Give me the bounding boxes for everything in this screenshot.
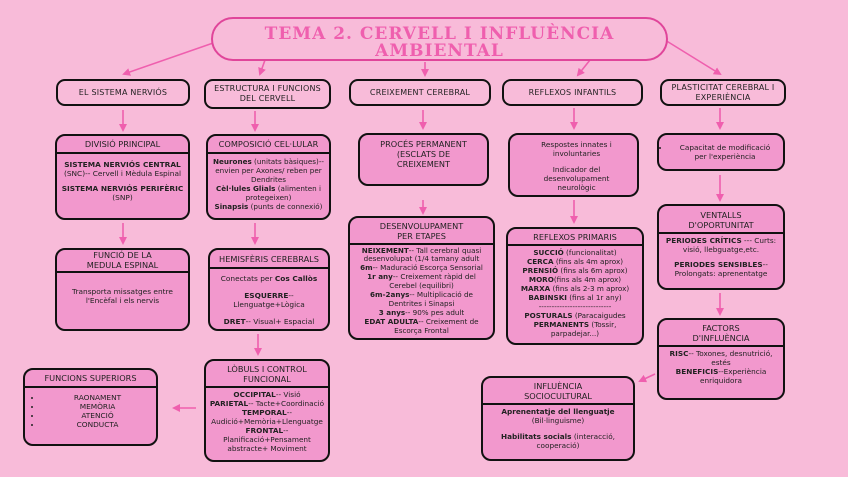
1r-any-text: -- Creixement ràpid del bbox=[392, 272, 476, 282]
box-title: DIVISIÓ PRINCIPAL bbox=[84, 139, 161, 149]
category-label: ESTRUCTURA I FUNCIONS bbox=[214, 84, 321, 93]
funcions-list bbox=[28, 393, 153, 430]
6m-text: -- Maduració Escorça Sensorial bbox=[372, 263, 483, 273]
moro-text: (fins als 4m aprox) bbox=[553, 274, 622, 284]
risc-label: RISC bbox=[669, 348, 689, 358]
arrow-title-to-estructura bbox=[260, 60, 265, 74]
box-title-line-2: D'OPORTUNITAT bbox=[688, 220, 754, 230]
neurones-label: Neurones bbox=[212, 156, 252, 166]
permanents-line-2: parpadejar...) bbox=[550, 328, 600, 338]
divider bbox=[483, 403, 633, 405]
neixement-text: -- Tall cerebral quasi bbox=[408, 245, 482, 255]
box-title: HEMISFÈRIS CEREBRALS bbox=[219, 254, 319, 264]
marxa-label: MARXA bbox=[520, 283, 551, 293]
divider bbox=[659, 345, 783, 347]
dret-label: DRET bbox=[223, 317, 246, 327]
category-label: CREIXEMENT CEREBRAL bbox=[369, 87, 471, 97]
box-proces-permanent bbox=[358, 133, 489, 186]
divider bbox=[659, 232, 783, 234]
main-title bbox=[211, 17, 668, 61]
posturals-text: (Paracaigudes bbox=[574, 310, 626, 320]
risc-line-2: estés bbox=[711, 357, 731, 367]
beneficis-text: --Experiència bbox=[718, 366, 767, 376]
aprenentatge-label: Aprenentatje del llenguatje bbox=[501, 406, 615, 416]
category-creixement-cerebral bbox=[349, 79, 491, 106]
arrow-factors-to-influencia bbox=[640, 374, 655, 381]
neurones-line-2: envien per Axones/ reben per bbox=[215, 165, 322, 175]
periodes-sensibles-text: -- bbox=[762, 259, 768, 269]
respostes-line-2: involuntaries bbox=[552, 149, 601, 158]
category-plasticitat-cerebral bbox=[660, 79, 786, 106]
box-title: INFLUÈNCIA bbox=[533, 381, 583, 391]
divider bbox=[25, 386, 156, 388]
snp-text: (SNP) bbox=[112, 193, 133, 203]
list-item bbox=[670, 143, 780, 161]
box-title: FUNCIONS SUPERIORS bbox=[44, 373, 137, 383]
esquerre-text: -- Llenguatge+Lògica bbox=[233, 290, 305, 309]
aprenentatge-text: (Bil·linguisme) bbox=[531, 415, 585, 425]
prensio-text: (fins als 6m aprox) bbox=[560, 265, 628, 275]
temporal-label: TEMPORAL bbox=[242, 407, 287, 417]
proces-line-3: CREIXEMENT bbox=[396, 159, 451, 169]
box-title: FACTORS bbox=[702, 323, 740, 333]
box-title: FUNCIÓ DE LA bbox=[93, 250, 152, 260]
beneficis-label: BENEFICIS bbox=[675, 366, 719, 376]
6m-label: 6m bbox=[360, 263, 373, 273]
divider bbox=[57, 271, 188, 273]
capacitat-line-2: per l'experiència bbox=[694, 152, 756, 161]
list-item: • RAONAMENT bbox=[42, 393, 153, 402]
box-desenvolupament-etapes bbox=[348, 216, 495, 340]
box-title: COMPOSICIÓ CEL·LULAR bbox=[218, 139, 319, 149]
posturals-label: POSTURALS bbox=[524, 310, 573, 320]
succio-text: (funcionalitat) bbox=[566, 247, 617, 257]
title-line-2: AMBIENTAL bbox=[375, 41, 504, 61]
category-label-line-2: EXPERIÈNCIA bbox=[695, 92, 751, 102]
category-label: EL SISTEMA NERVIÓS bbox=[78, 87, 168, 97]
frontal-line-2: Planificació+Pensament bbox=[223, 434, 311, 444]
box-funcions-superiors bbox=[23, 368, 158, 446]
box-title-line-2: MEDULA ESPINAL bbox=[86, 260, 159, 270]
funcio-text-1: Transporta missatges entre bbox=[72, 286, 173, 296]
babinski-label: BABINSKI bbox=[528, 292, 567, 302]
temporal-text: -- bbox=[286, 407, 292, 417]
periodes-sensibles-label: PERIODES SENSIBLES bbox=[674, 259, 763, 269]
list-item bbox=[519, 165, 634, 192]
periodes-critics-text: --- Curts: bbox=[744, 235, 777, 245]
occipital-text: -- Visió bbox=[275, 389, 301, 399]
parietal-text: -- Tacte+Coordinació bbox=[248, 398, 325, 408]
moro-label: MORO bbox=[528, 274, 554, 284]
snc-text: (SNC)-- Cervell i Mèdula Espinal bbox=[63, 168, 182, 178]
glials-label: Cèl·lules Glials bbox=[215, 183, 276, 193]
separator: ---------------------------- bbox=[538, 301, 612, 311]
category-label: REFLEXOS INFANTILS bbox=[528, 87, 617, 97]
box-title: DESENVOLUPAMENT bbox=[379, 221, 464, 231]
frontal-label: FRONTAL bbox=[245, 425, 284, 435]
glials-text: (alimenten i bbox=[277, 183, 322, 193]
arrow-title-to-reflexos bbox=[578, 60, 590, 75]
parietal-label: PARIETAL bbox=[209, 398, 249, 408]
arrow-title-to-sistema bbox=[124, 42, 216, 74]
3-anys-label: 3 anys bbox=[378, 307, 406, 317]
category-sistema-nervios bbox=[56, 79, 190, 106]
divider bbox=[350, 243, 493, 245]
list-item: • MEMÒRIA bbox=[42, 402, 153, 411]
list-item: • CONDUCTA bbox=[42, 420, 153, 429]
proces-line-2: (ESCLATS DE bbox=[396, 149, 451, 159]
edat-adulta-label: EDAT ADULTA bbox=[364, 316, 419, 326]
box-title-line-2: D'INFLUÈNCIA bbox=[692, 333, 750, 343]
box-title: LÒBULS I CONTROL bbox=[227, 364, 307, 374]
category-label-line-2: DEL CERVELL bbox=[239, 94, 296, 103]
permanents-text: (Tossir, bbox=[591, 319, 617, 329]
divider bbox=[508, 244, 642, 246]
box-funcio-medula bbox=[55, 248, 190, 331]
list-item: • ATENCIÓ bbox=[42, 411, 153, 420]
funcio-text-2: l'Encèfal i els nervis bbox=[85, 295, 160, 305]
6m-2anys-text: -- Multiplicació de bbox=[409, 290, 473, 300]
cerca-label: CERCA bbox=[526, 256, 554, 266]
divider bbox=[208, 152, 329, 154]
box-ventalls-oportunitat bbox=[657, 204, 785, 290]
box-title-line-2: SOCIOCULTURAL bbox=[524, 391, 592, 401]
sinapsis-text: (punts de connexió) bbox=[250, 201, 323, 211]
habilitats-text: (interacció, bbox=[573, 431, 615, 441]
box-title: VENTALLS bbox=[700, 210, 742, 220]
1r-any-line-2: Cerebel (equilibri) bbox=[389, 281, 454, 291]
box-title: REFLEXOS PRIMARIS bbox=[533, 232, 617, 242]
category-label: PLASTICITAT CEREBRAL I bbox=[671, 82, 775, 92]
periodes-sensibles-line-2: Prolongats: aprenentatge bbox=[674, 268, 768, 278]
snp-label: SISTEMA NERVIÓS PERIFÈRIC bbox=[61, 183, 184, 193]
edat-adulta-text: -- Creixement de bbox=[418, 316, 479, 326]
6m-2anys-label: 6m-2anys bbox=[370, 290, 410, 300]
permanents-label: PERMANENTS bbox=[533, 319, 590, 329]
glials-line-2: protegeixen) bbox=[245, 192, 292, 202]
box-factors-influencia bbox=[657, 318, 785, 400]
beneficis-line-2: enriquidora bbox=[700, 375, 742, 385]
divider bbox=[206, 386, 328, 388]
frontal-line-3: abstracte+ Moviment bbox=[227, 443, 307, 453]
cos-callos-label: Cos Callòs bbox=[274, 273, 318, 283]
habilitats-line-2: cooperació) bbox=[536, 440, 580, 450]
category-reflexos-infantils bbox=[502, 79, 643, 106]
1r-any-label: 1r any bbox=[367, 272, 393, 282]
box-composicio-cellular bbox=[206, 134, 331, 220]
indicador-line-2: desenvolupament bbox=[543, 174, 610, 183]
frontal-text: -- bbox=[283, 425, 289, 435]
box-title-line-2: PER ETAPES bbox=[397, 231, 446, 241]
arrow-title-to-plasticitat bbox=[665, 40, 720, 74]
3-anys-text: -- 90% pes adult bbox=[405, 307, 465, 317]
edat-adulta-line-2: Escorça Frontal bbox=[394, 325, 449, 335]
succio-label: SUCCIÓ bbox=[533, 247, 564, 257]
category-estructura-cervell bbox=[204, 79, 331, 109]
neurones-text: (unitats bàsiques)-- bbox=[254, 156, 325, 166]
6m-2anys-line-2: Dentrites i Sinapsi bbox=[388, 298, 455, 308]
risc-text: -- Toxones, desnutrició, bbox=[688, 348, 773, 358]
box-title-line-2: FUNCIONAL bbox=[243, 374, 291, 384]
habilitats-label: Habilitats socials bbox=[501, 431, 572, 441]
marxa-text: (fins als 2-3 m aprox) bbox=[552, 283, 630, 293]
box-divisio-principal bbox=[55, 134, 190, 220]
neixement-line-2: desenvolupat (1/4 tamany adult bbox=[363, 254, 480, 264]
indicador-line-3: neurològic bbox=[557, 183, 596, 192]
temporal-line-2: Audició+Memòria+Llenguatge bbox=[211, 416, 323, 426]
hemisferis-text: Conectats per bbox=[220, 273, 273, 283]
box-lobuls-control bbox=[204, 359, 330, 462]
babinski-text: (fins al 1r any) bbox=[569, 292, 622, 302]
box-hemisferis-cerebrals bbox=[208, 248, 330, 331]
divider bbox=[210, 267, 328, 269]
esquerre-label: ESQUERRE bbox=[244, 290, 289, 300]
box-capacitat-modificacio bbox=[657, 133, 785, 171]
sinapsis-label: Sinapsis bbox=[214, 201, 249, 211]
proces-line-1: PROCÉS PERMANENT bbox=[380, 139, 467, 149]
box-influencia-sociocultural bbox=[481, 376, 635, 461]
snc-label: SISTEMA NERVIÓS CENTRAL bbox=[64, 159, 181, 169]
cerca-text: (fins als 4m aprox) bbox=[555, 256, 624, 266]
respostes-line-1: Respostes innates i bbox=[541, 140, 612, 149]
title-line-1: TEMA 2. CERVELL I INFLUÈNCIA bbox=[264, 24, 615, 44]
neixement-label: NEIXEMENT bbox=[361, 245, 409, 255]
periodes-critics-label: PERIODES CRÍTICS bbox=[665, 235, 742, 245]
indicador-line-1: Indicador del bbox=[552, 165, 601, 174]
neurones-line-3: Dendrites bbox=[250, 174, 286, 184]
divider bbox=[57, 152, 188, 154]
dret-text: -- Visual+ Espacial bbox=[245, 317, 315, 327]
prensio-label: PRENSIÓ bbox=[522, 265, 559, 275]
box-reflexos-primaris bbox=[506, 227, 644, 345]
periodes-critics-line-2: visió, llebguatge,etc. bbox=[682, 244, 760, 254]
capacitat-line-1: Capacitat de modificació bbox=[679, 143, 771, 152]
box-respostes-innates bbox=[508, 133, 639, 197]
list-item bbox=[519, 140, 634, 158]
occipital-label: OCCIPITAL bbox=[233, 389, 276, 399]
